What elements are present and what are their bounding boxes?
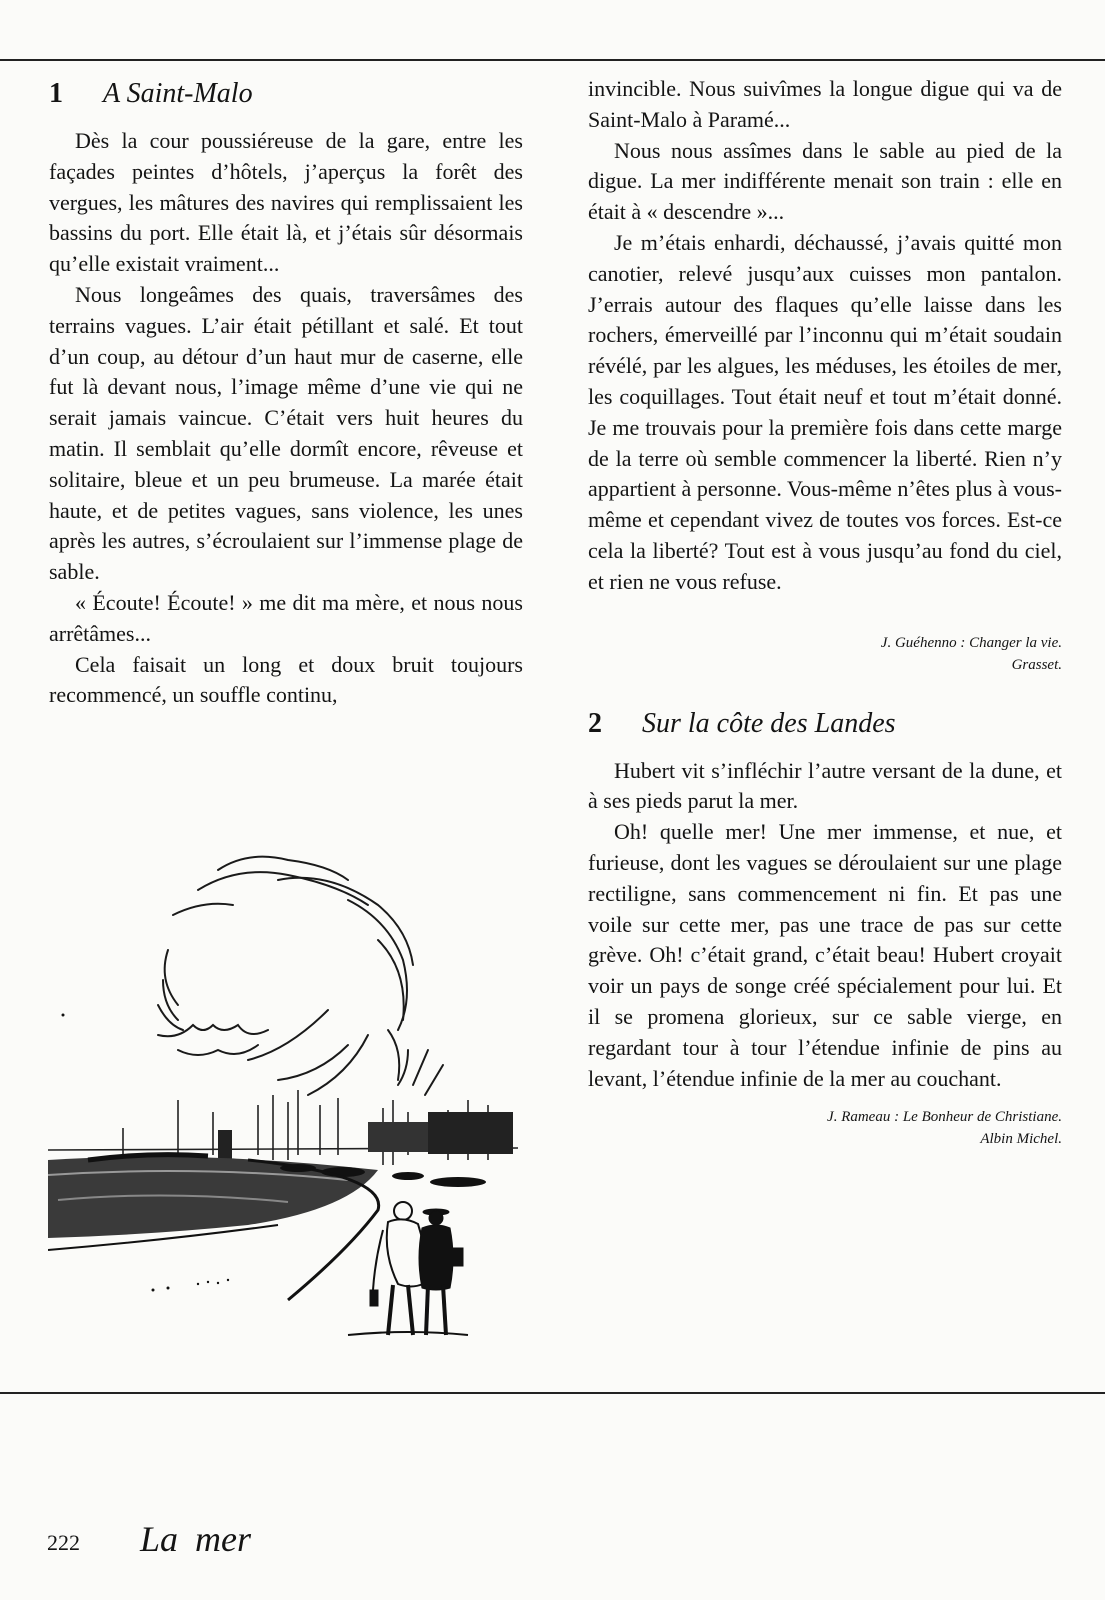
section-2-source-publisher: Albin Michel. bbox=[980, 1131, 1062, 1148]
section-1-paragraph: Dès la cour poussiéreuse de la gare, entre les façades peintes d’hôtels, j’aperçus la forêt des vergues, les mâtures des navires qui remplissaient les bassins du port. Elle était là, et j’étais sûr désormais qu’elle existait vraiment... bbox=[49, 128, 523, 277]
left-column bbox=[49, 74, 523, 711]
section-2-number: 2 bbox=[588, 707, 602, 739]
section-1-source-publisher: Grasset. bbox=[1011, 656, 1062, 673]
section-1-paragraph: « Écoute! Écoute! » me dit ma mère, et nous nous arrêtâmes... bbox=[49, 589, 523, 646]
section-1-paragraph: invincible. Nous suivîmes la longue digue qui va de Saint-Malo à Paramé... bbox=[588, 76, 1062, 132]
section-1-source-author: J. Guéhenno : Changer la vie. bbox=[880, 634, 1062, 651]
section-2-paragraph: Hubert vit s’infléchir l’autre versant de la dune, et à ses pieds parut la mer. bbox=[588, 757, 1062, 814]
section-2-source bbox=[588, 1106, 1062, 1150]
section-1-source bbox=[588, 632, 1062, 676]
section-1-number: 1 bbox=[49, 78, 63, 109]
section-1-paragraph: Je m’étais enhardi, déchaussé, j’avais quitté mon canotier, relevé jusqu’aux cuisses mon pantalon. J’errais autour des flaques qu’elle laisse dans les rochers, émerveillé par l’inconnu qui m’était soudain révélé, par les algues, les méduses, les étoiles de mer, les coquillages. Tout était neuf et tout m’était donné. Je me trouvais pour la première fois dans cette marge de la terre où semble commencer la liberté. Rien n’y appartient à personne. Vous-même n’êtes plus à vous-même et cependant vivez de toutes vos forces. Est-ce cela la liberté? Tout est à vous jusqu’au fond du ciel, et rien ne vous refuse. bbox=[588, 229, 1062, 594]
section-1-paragraph: Cela faisait un long et doux bruit toujours recommencé, un souffle continu, bbox=[49, 651, 523, 708]
top-rule bbox=[0, 59, 1105, 61]
section-1-paragraph: Nous longeâmes des quais, traversâmes des terrains vagues. L’air était pétillant et salé. Et tout d’un coup, au détour d’un haut mur de caserne, elle fut là devant nous, l’image même d’une vie qui ne serait jamais vaincue. C’était vers huit heures du matin. Il semblait qu’elle dormît encore, rêveuse et solitaire, bleue et un peu brumeuse. La marée était haute, et de petites vagues, sans violence, les unes après les autres, s’écroulaient sur l’immense plage de sable. bbox=[49, 281, 523, 585]
section-2-heading bbox=[588, 704, 1062, 744]
page-number: 222 bbox=[47, 1530, 80, 1555]
section-1-paragraph: Nous nous assîmes dans le sable au pied de la digue. La mer indifférente menait son train : elle en était à « descendre »... bbox=[588, 137, 1062, 225]
harbor-illustration bbox=[48, 830, 528, 1370]
section-2-title: Sur la côte des Landes bbox=[642, 707, 896, 739]
section-1-heading bbox=[49, 74, 523, 114]
bottom-rule bbox=[0, 1392, 1105, 1394]
section-2-paragraph: Oh! quelle mer! Une mer immense, et nue, et furieuse, dont les vagues se déroulaient sur une plage rectiligne, sans commencement ni fin. Et pas une voile sur cette mer, pas une trace de pas sur cette grève. Oh! c’était grand, c’était beau! Hubert croyait voir un pays de songe créé spécialement pour lui. Et il se promena glorieux, sur ce sable vierge, en regardant tour à tour l’étendue infinie de pins au levant, l’étendue infinie de la mer au couchant. bbox=[588, 819, 1062, 1091]
right-column bbox=[588, 74, 1062, 1150]
section-2-source-author: J. Rameau : Le Bonheur de Christiane. bbox=[827, 1109, 1062, 1126]
section-1-title: A Saint-Malo bbox=[103, 78, 253, 109]
chapter-title: La mer bbox=[140, 1519, 252, 1559]
